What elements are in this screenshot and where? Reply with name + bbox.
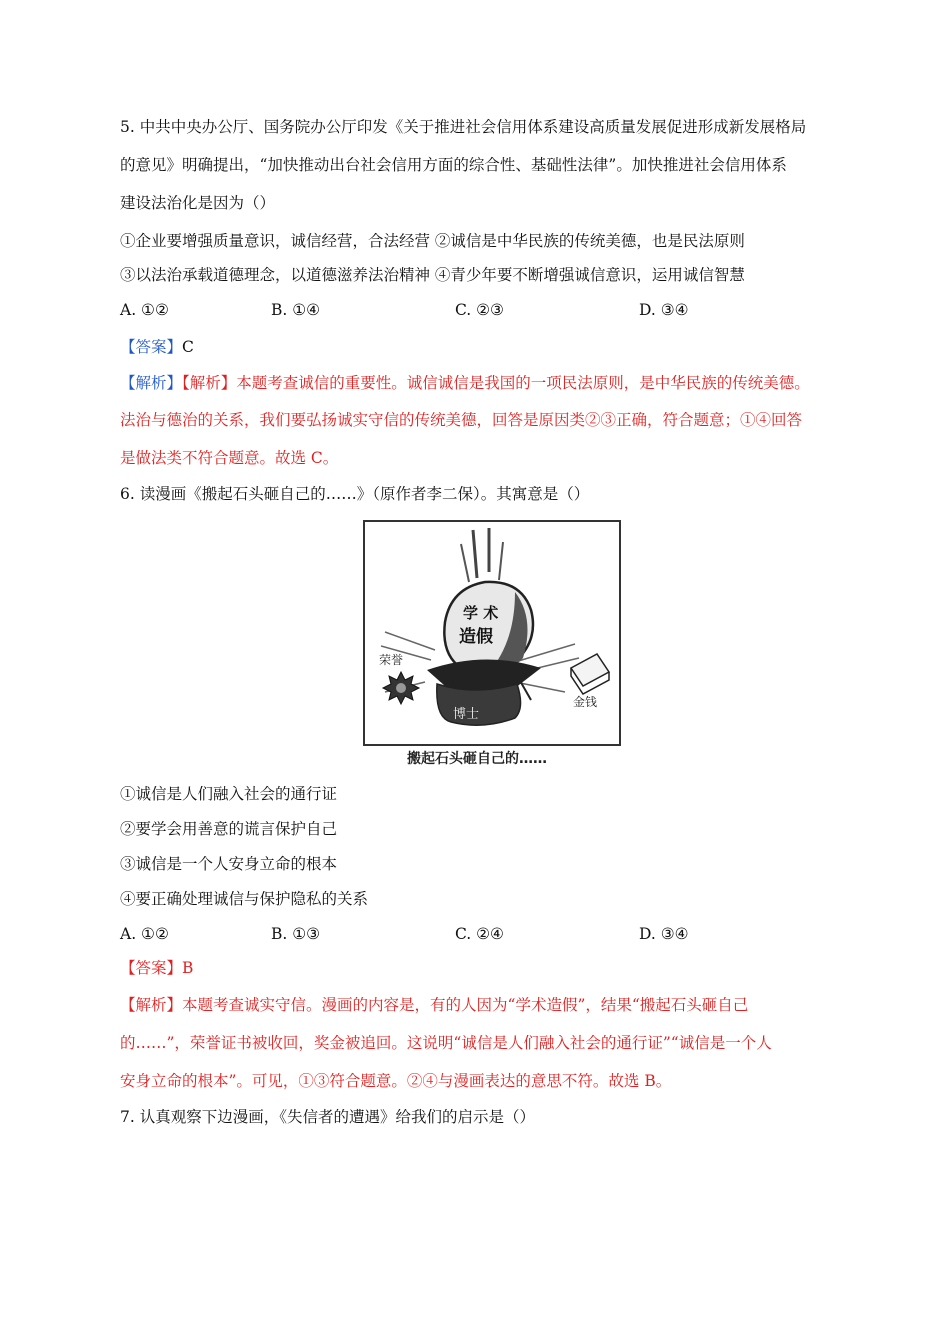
- q6-analysis-line-2: 的……”，荣誉证书被收回，奖金被追回。这说明“诚信是人们融入社会的通行证”“诚信是一个人: [120, 1034, 772, 1052]
- q5-statement-1-2: ①企业要增强质量意识，诚信经营，合法经营 ②诚信是中华民族的传统美德，也是民法原则: [120, 232, 745, 250]
- q5-statement-3-4: ③以法治承载道德理念，以道德滋养法治精神 ④青少年要不断增强诚信意识，运用诚信智慧: [120, 266, 745, 284]
- q6-analysis-tag: 【解析】: [120, 996, 183, 1014]
- honor-label: 荣誉: [379, 653, 404, 667]
- q6-statement-1: ①诚信是人们融入社会的通行证: [120, 785, 338, 803]
- motion-line: [461, 544, 469, 582]
- q6-answer-tag: 【答案】: [120, 959, 183, 977]
- q5-analysis-tag: 【解析】: [120, 374, 183, 392]
- q6-statement-4: ④要正确处理诚信与保护隐私的关系: [120, 890, 369, 908]
- q5-stem-line-2: 的意见》明确提出，“加快推动出台社会信用方面的综合性、基础性法律”。加快推进社会信用体系: [120, 156, 787, 174]
- q5-option-c: C. ②③: [455, 301, 504, 319]
- q6-statement-2: ②要学会用善意的谎言保护自己: [120, 820, 338, 838]
- q5-analysis-line-2: 法治与德治的关系，我们要弘扬诚实守信的传统美德，回答是原因类②③正确，符合题意；①④回答: [120, 411, 803, 429]
- q5-stem-line-1: 5. 中共中央办公厅、国务院办公厅印发《关于推进社会信用体系建设高质量发展促进形成新发展格局: [120, 118, 807, 136]
- q6-answer-value: B: [182, 959, 194, 977]
- motion-line: [473, 530, 477, 578]
- rock-text-academic: 学 术: [463, 604, 499, 622]
- q5-analysis-text-1: 【解析】本题考查诚信的重要性。诚信诚信是我国的一项民法原则，是中华民族的传统美德。: [182, 374, 810, 392]
- q5-stem-line-3: 建设法治化是因为（）: [120, 194, 276, 212]
- q7-stem: 7. 认真观察下边漫画，《失信者的遭遇》给我们的启示是（）: [120, 1108, 535, 1126]
- q6-answer: [120, 958, 193, 978]
- hat-label: 博士: [453, 707, 480, 722]
- q5-answer-value: C: [182, 338, 194, 356]
- motion-line: [499, 542, 503, 580]
- q6-analysis-line-3: 安身立命的根本”。可见，①③符合题意。②④与漫画表达的意思不符。故选 B。: [120, 1072, 672, 1090]
- q5-answer: [120, 337, 194, 357]
- q5-option-a: A. ①②: [120, 301, 169, 319]
- q5-option-b: B. ①④: [271, 301, 321, 319]
- rock-text-fraud: 造假: [459, 627, 493, 647]
- q6-cartoon: [363, 520, 621, 746]
- q6-option-b: B. ①③: [271, 925, 321, 943]
- q5-answer-tag: 【答案】: [120, 338, 183, 356]
- honor-medal-center: [396, 683, 406, 693]
- cartoon-illustration: [365, 522, 619, 744]
- cartoon-caption: 搬起石头砸自己的……: [407, 751, 547, 767]
- q6-analysis-text-1: 本题考查诚实守信。漫画的内容是，有的人因为“学术造假”，结果“搬起石头砸自己: [182, 996, 749, 1014]
- q6-stem: 6. 读漫画《搬起石头砸自己的……》（原作者李二保）。其寓意是（）: [120, 485, 590, 503]
- q5-option-d: D. ③④: [639, 301, 689, 319]
- money-label: 金钱: [573, 695, 598, 709]
- q6-option-a: A. ①②: [120, 925, 169, 943]
- q5-analysis-line-3: 是做法类不符合题意。故选 C。: [120, 449, 339, 467]
- q5-analysis-line-1: [120, 373, 810, 393]
- q6-analysis-line-1: [120, 995, 748, 1015]
- q6-option-d: D. ③④: [639, 925, 689, 943]
- q6-statement-3: ③诚信是一个人安身立命的根本: [120, 855, 338, 873]
- q6-option-c: C. ②④: [455, 925, 504, 943]
